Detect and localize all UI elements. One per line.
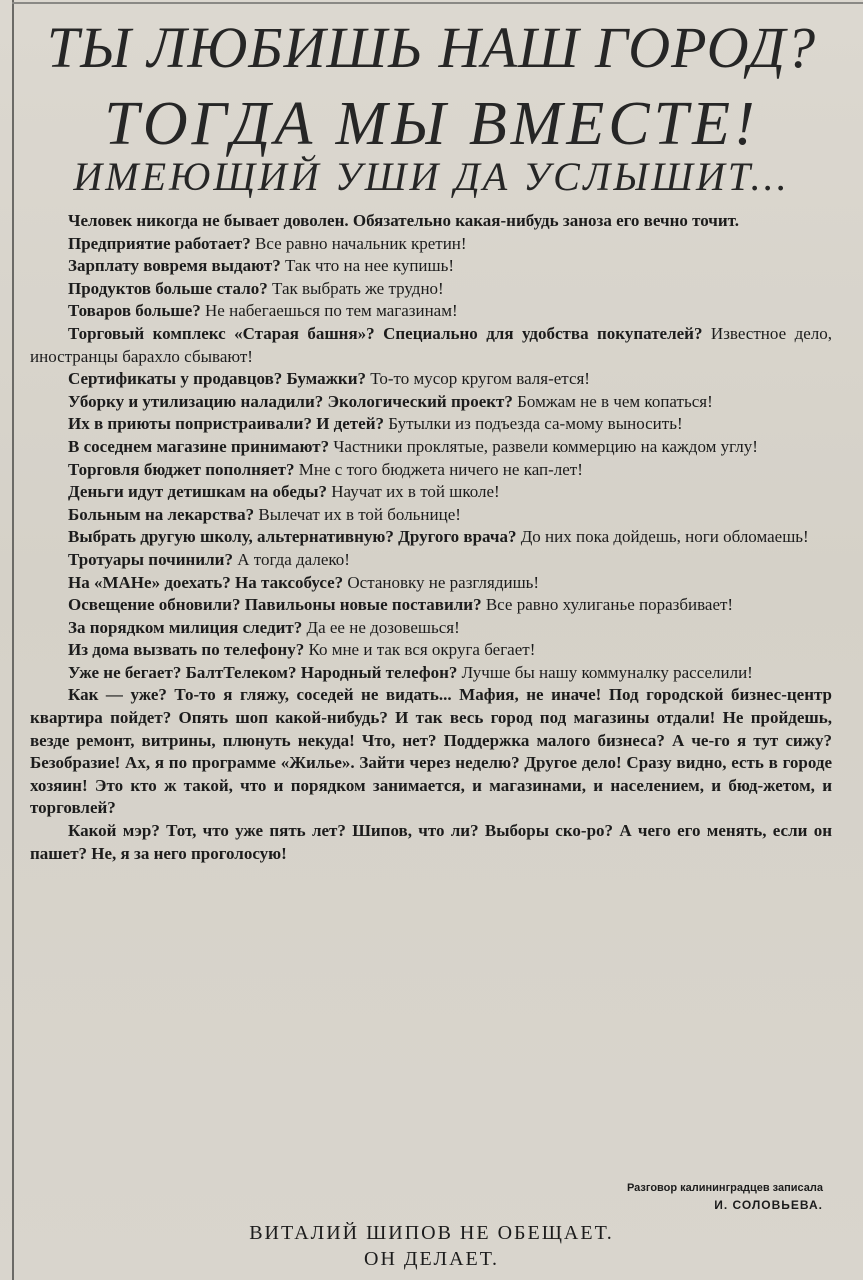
article-paragraph [30, 572, 832, 595]
question-text: Уже не бегает? БалтТелеком? Народный телефон? [68, 662, 458, 682]
credit-author: И. СОЛОВЬЕВА. [714, 1198, 823, 1212]
question-text: Человек никогда не бывает доволен. Обязательно какая-нибудь заноза его вечно точит. [68, 211, 740, 230]
answer-text: Не набегаешься по тем магазинам! [205, 301, 458, 321]
credit-line: Разговор калининградцев записала [626, 1182, 823, 1194]
question-text: Как — уже? То-то я гляжу, соседей не видать... Мафия, не иначе! Под городской бизнес-центр квартира пойдет? Опять шоп какой-нибудь? И так весь город под магазины отдали! Не пройдешь, везде ремонт, витрины, плюнуть некуда! Что, нет? Поддержка малого бизнеса? А че-го я тут сижу? Безобразие! Ах, я по программе «Жилье». Зайти через неделю? Другое дело! Сразу видно, есть в городе хозяин! Это кто ж такой, что и порядком занимается, и магазинами, и населением, и бюд-жетом, и торговлей? [30, 685, 832, 818]
question-text: Товаров больше? [68, 301, 201, 321]
column-rule-top [12, 2, 863, 4]
question-text: Торговля бюджет пополняет? [68, 459, 295, 479]
question-text: Из дома вызвать по телефону? [68, 640, 305, 660]
answer-text: А тогда далеко! [237, 549, 350, 569]
slogan-line-1: ВИТАЛИЙ ШИПОВ НЕ ОБЕЩАЕТ. [249, 1222, 614, 1244]
slogan-line-2: ОН ДЕЛАЕТ. [364, 1248, 499, 1270]
article-paragraph [30, 436, 832, 459]
question-text: Предприятие работает? [68, 233, 251, 253]
article-paragraph [30, 594, 832, 617]
answer-text: То-то мусор кругом валя-ется! [370, 369, 590, 389]
question-text: Торговый комплекс «Старая башня»? Специально для удобства покупателей? [68, 323, 703, 343]
article-paragraph [30, 549, 832, 572]
question-text: За порядком милиция следит? [68, 617, 303, 637]
question-text: Продуктов больше стало? [68, 278, 268, 298]
answer-text: Так выбрать же трудно! [271, 278, 444, 298]
answer-text: Все равно хулиганье поразбивает! [485, 595, 734, 615]
answer-text: Так что на нее купишь! [284, 256, 455, 276]
question-text: Тротуары починили? [68, 549, 233, 569]
headline-together: ТОГДА МЫ ВМЕСТЕ! [104, 90, 759, 158]
answer-text: Вылечат их в той больнице! [258, 504, 461, 524]
article-paragraph [30, 459, 832, 482]
article-paragraph [30, 278, 832, 301]
answer-text: Частники проклятые, развели коммерцию на каждом углу! [333, 436, 758, 456]
headline-ears: ИМЕЮЩИЙ УШИ ДА УСЛЫШИТ... [73, 154, 790, 199]
article-paragraph [30, 820, 832, 865]
article-paragraph [30, 210, 832, 233]
campaign-slogan [0, 1220, 863, 1272]
question-text: Освещение обновили? Павильоны новые поставили? [68, 595, 482, 615]
article-paragraph [30, 300, 832, 323]
article-paragraph [30, 481, 832, 504]
article-paragraph [30, 391, 832, 414]
question-text: Выбрать другую школу, альтернативную? Другого врача? [68, 527, 517, 547]
article-paragraph [30, 504, 832, 527]
question-text: На «МАНе» доехать? На таксобусе? [68, 572, 344, 592]
answer-text: Мне с того бюджета ничего не кап-лет! [298, 459, 583, 479]
question-text: Уборку и утилизацию наладили? Экологический проект? [68, 391, 513, 411]
answer-text: Бомжам не в чем копаться! [517, 391, 713, 411]
article-paragraph [30, 323, 832, 368]
answer-text: Бутылки из подъезда са-мому выносить! [388, 414, 683, 434]
headline-love-city: ТЫ ЛЮБИШЬ НАШ ГОРОД? [46, 15, 817, 80]
article-paragraph [30, 662, 832, 685]
answer-text: Лучше бы нашу коммуналку расселили! [461, 662, 753, 682]
answer-text: Все равно начальник кретин! [255, 233, 467, 253]
author-credit [627, 1180, 823, 1214]
article-body [30, 210, 832, 865]
article-paragraph [30, 413, 832, 436]
answer-text: Да ее не дозовешься! [306, 617, 460, 637]
article-paragraph [30, 233, 832, 256]
article-paragraph [30, 617, 832, 640]
answer-text: Известное дело, иностранцы барахло сбывают! [30, 323, 832, 366]
question-text: В соседнем магазине принимают? [68, 436, 330, 456]
article-paragraph [30, 526, 832, 549]
question-text: Зарплату вовремя выдают? [68, 256, 281, 276]
article-paragraph [30, 639, 832, 662]
question-text: Деньги идут детишкам на обеды? [68, 482, 328, 502]
question-text: Какой мэр? Тот, что уже пять лет? Шипов, что ли? Выборы ско-ро? А чего его менять, если он пашет? Не, я за него проголосую! [30, 821, 832, 863]
answer-text: Научат их в той школе! [331, 482, 500, 502]
article-paragraph [30, 368, 832, 391]
answer-text: До них пока дойдешь, ноги обломаешь! [520, 527, 809, 547]
answer-text: Ко мне и так вся округа бегает! [308, 640, 536, 660]
answer-text: Остановку не разглядишь! [347, 572, 540, 592]
question-text: Сертификаты у продавцов? Бумажки? [68, 369, 366, 389]
question-text: Больным на лекарства? [68, 504, 255, 524]
article-paragraph [30, 255, 832, 278]
question-text: Их в приюты попристраивали? И детей? [68, 414, 385, 434]
article-paragraph [30, 684, 832, 820]
